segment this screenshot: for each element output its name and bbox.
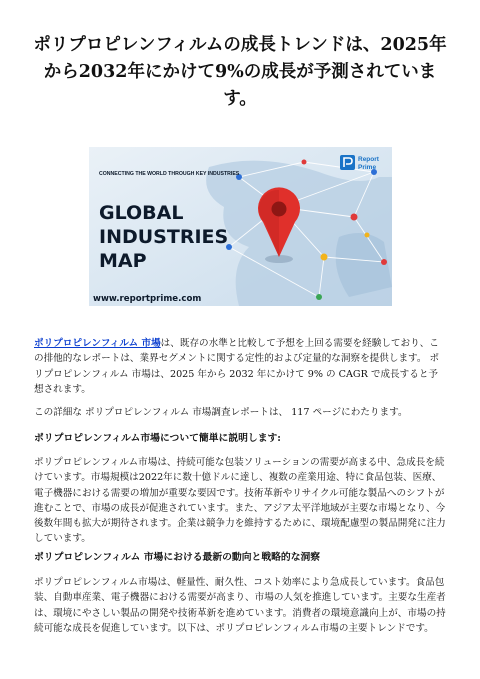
section-2-text: ポリプロピレンフィルム市場は、軽量性、耐久性、コスト効率により急成長しています。食品包装、自動車産業、電子機器における需要が高まり、市場の人気を推進しています。主要な生産者は、環境にやさしい製品の開発や技術革新を進めています。消費者の環境意識向上が、市場の持続可能な成長を促進しています。以下は、ポリプロピレンフィルム市場の主要トレンドです。 xyxy=(34,577,446,634)
world-map-illustration xyxy=(89,147,392,306)
market-report-link[interactable]: ポリプロピレンフィルム 市場 xyxy=(34,338,161,349)
section-1-heading: ポリプロピレンフィルム市場について簡単に説明します: xyxy=(34,433,281,444)
section-2-heading: ポリプロピレンフィルム 市場における最新の動向と戦略的な洞察 xyxy=(34,552,321,563)
logo-text-prime: Prime xyxy=(358,164,377,171)
banner-url: www.reportprime.com xyxy=(93,294,202,304)
banner-headline-3: MAP xyxy=(99,250,147,272)
section-2-paragraph xyxy=(34,575,446,636)
pages-note-paragraph xyxy=(34,405,446,420)
section-2-heading-block xyxy=(34,550,446,565)
logo-text-report: Report xyxy=(358,156,379,163)
banner-headline-2: INDUSTRIES xyxy=(99,226,229,248)
banner-tagline: CONNECTING THE WORLD THROUGH KEY INDUSTRIES xyxy=(99,171,240,177)
intro-paragraph xyxy=(34,336,446,397)
intro-text: は、既存の水準と比較して予想を上回る需要を経験しており、この排他的なレポートは、業界セグメントに関する定性的および定量的な洞察を提供します。 ポリプロピレンフィルム 市場は、2025 年から 2032 年にかけて 9% の CAGR で成長すると予想されます。 xyxy=(34,338,440,395)
continent-shape xyxy=(336,233,392,297)
pages-note-text: この詳細な ポリプロピレンフィルム 市場調査レポートは、 117 ページにわたります。 xyxy=(34,407,408,418)
section-1-heading-block xyxy=(34,431,446,446)
section-1-paragraph xyxy=(34,455,446,547)
banner-image xyxy=(89,147,392,306)
section-1-text: ポリプロピレンフィルム市場は、持続可能な包装ソリューションの需要が高まる中、急成長を続けています。市場規模は2022年に数十億ドルに達し、複数の産業用途、特に食品包装、医療、電子機器における需要の増加が重要な要因です。技術革新やリサイクル可能な製品へのシフトが進むことで、市場の成長が促進されています。また、アジア太平洋地域が主要な市場となり、今後数年間も拡大が期待されます。企業は競争力を維持するために、環境配慮型の製品開発に注力しています。 xyxy=(34,457,446,545)
document-title: ポリプロピレンフィルムの成長トレンドは、2025年から2032年にかけて9%の成長が予測されています。 xyxy=(33,35,447,109)
banner-headline-1: GLOBAL xyxy=(99,202,184,224)
